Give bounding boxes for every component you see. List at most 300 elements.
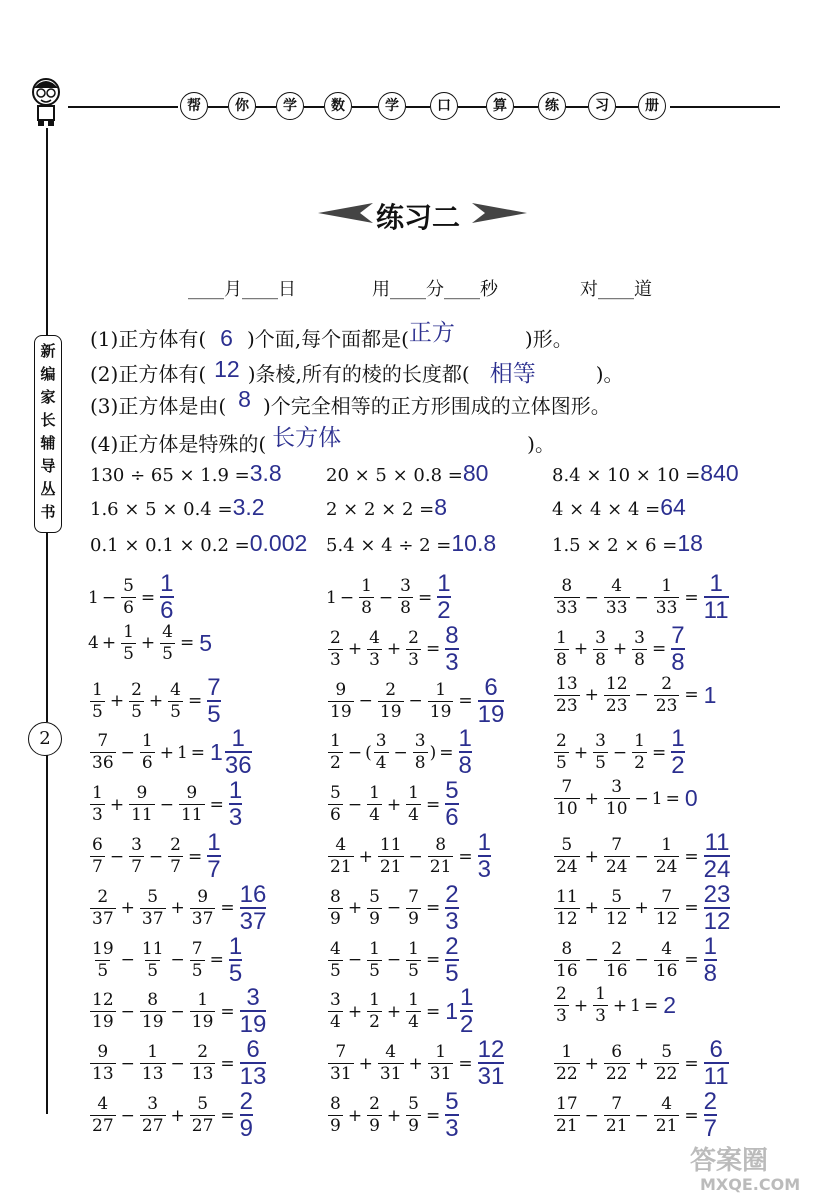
fraction: $\frac{4}{5}$ <box>162 621 173 664</box>
fraction: $\frac{3}{19}$ <box>239 984 267 1039</box>
fraction: $\frac{2}{13}$ <box>191 1042 214 1085</box>
fraction: $\frac{1}{3}$ <box>477 829 492 883</box>
fraction: $\frac{1}{19}$ <box>191 990 214 1033</box>
math-symbol: − <box>347 950 363 971</box>
math-symbol: = <box>651 742 667 763</box>
fraction-problem <box>88 880 267 935</box>
left-arrow-ornament <box>318 200 373 226</box>
header-char: 你 <box>228 92 256 120</box>
fraction: $\frac{6}{22}$ <box>605 1042 628 1085</box>
math-symbol: = <box>684 898 699 919</box>
fraction: $\frac{1}{2}$ <box>671 725 685 780</box>
fraction: $\frac{5}{24}$ <box>556 835 578 877</box>
math-symbol: = <box>684 1105 699 1126</box>
fraction: $\frac{4}{21}$ <box>330 835 352 877</box>
math-symbol: = <box>684 846 699 867</box>
fraction-problem <box>326 621 459 676</box>
fraction: $\frac{8}{3}$ <box>445 621 459 676</box>
fraction: $\frac{8}{33}$ <box>556 576 578 618</box>
fraction: $\frac{1}{4}$ <box>369 783 380 826</box>
header-rule-right <box>670 106 780 108</box>
fraction: $\frac{9}{11}$ <box>131 783 153 826</box>
math-symbol: = <box>187 846 203 867</box>
math-symbol: + <box>347 1105 363 1126</box>
fraction-problem <box>326 1038 504 1089</box>
time-line: 用____分____秒 <box>372 279 498 300</box>
fraction-problem <box>88 572 174 623</box>
fraction: $\frac{6}{11}$ <box>703 1036 729 1091</box>
problem-text: 130 ÷ 65 × 1.9 = <box>90 465 250 486</box>
fraction-problem <box>552 779 698 818</box>
math-symbol: = <box>684 950 699 971</box>
problem-text: 20 × 5 × 0.8 = <box>326 465 463 486</box>
math-symbol: − <box>101 587 117 608</box>
math-symbol: = <box>458 846 473 867</box>
use-label: 用 <box>372 279 390 300</box>
fraction: $\frac{3}{4}$ <box>330 990 341 1033</box>
math-symbol: − <box>634 1105 649 1126</box>
decimal-problem <box>326 494 447 521</box>
month-label: 月 <box>224 279 242 300</box>
score-line: 对____道 <box>580 279 652 300</box>
fraction: $\frac{8}{19}$ <box>141 990 164 1033</box>
side-rule-top <box>46 128 48 335</box>
math-symbol: = <box>187 691 203 712</box>
fraction: $\frac{2}{7}$ <box>703 1088 718 1142</box>
math-symbol: = <box>425 1001 441 1022</box>
decimal-problem <box>90 460 282 487</box>
fraction: $\frac{19}{5}$ <box>92 938 114 981</box>
math-symbol: + <box>612 639 628 660</box>
math-symbol: = <box>458 691 473 712</box>
math-symbol: − <box>159 794 174 815</box>
fraction-problem <box>552 572 729 623</box>
math-symbol: + <box>386 639 402 660</box>
fraction: $\frac{3}{10}$ <box>605 777 628 820</box>
fraction: $\frac{5}{3}$ <box>445 1088 459 1142</box>
fraction: $\frac{5}{6}$ <box>445 777 459 832</box>
math-symbol: = <box>651 639 667 660</box>
fraction: $\frac{1}{5}$ <box>123 621 134 664</box>
fraction: $\frac{5}{6}$ <box>123 576 134 618</box>
math-symbol: − <box>170 1053 185 1074</box>
fraction-problem <box>552 621 685 676</box>
fraction-problem <box>326 1090 459 1141</box>
math-symbol: = <box>458 1053 473 1074</box>
date-line: ____月____日 <box>188 279 296 300</box>
fraction: $\frac{1}{6}$ <box>141 731 153 774</box>
math-symbol: − <box>386 898 402 919</box>
fraction: $\frac{16}{37}$ <box>239 880 267 935</box>
fraction: $\frac{4}{27}$ <box>92 1094 114 1136</box>
header-connector <box>256 106 276 108</box>
math-symbol: + <box>584 1053 599 1074</box>
fraction: $\frac{1}{4}$ <box>408 783 419 826</box>
fraction: $\frac{1}{5}$ <box>228 932 243 987</box>
fraction-problem <box>326 673 505 728</box>
math-symbol: + <box>109 691 125 712</box>
fraction: $\frac{7}{31}$ <box>330 1042 352 1085</box>
problem-text: 1.6 × 5 × 0.4 = <box>90 499 233 520</box>
fraction: $\frac{1}{3}$ <box>595 984 606 1027</box>
math-symbol: = <box>190 742 206 763</box>
problem-text: 5.4 × 4 ÷ 2 = <box>326 535 452 556</box>
fraction: $\frac{2}{23}$ <box>655 673 678 716</box>
math-symbol: + <box>358 846 373 867</box>
answer-3a: 8 <box>238 386 251 412</box>
fraction: $\frac{3}{8}$ <box>414 731 426 774</box>
math-symbol: − <box>378 587 394 608</box>
header-connector <box>352 106 378 108</box>
fraction: $\frac{5}{27}$ <box>191 1094 214 1136</box>
fraction: $\frac{8}{9}$ <box>330 886 341 929</box>
problem-answer: 80 <box>462 460 489 486</box>
math-symbol: 1 <box>651 788 663 809</box>
decimal-problem <box>326 460 488 487</box>
fraction: $\frac{9}{13}$ <box>92 1042 114 1085</box>
math-symbol: + <box>347 639 363 660</box>
fraction-problem <box>88 727 252 778</box>
fraction: $\frac{5}{37}$ <box>141 886 164 929</box>
answer-2a: 12 <box>214 356 240 382</box>
fraction: $\frac{1}{19}$ <box>429 679 452 722</box>
fraction: $\frac{1}{2}$ <box>634 731 645 774</box>
math-symbol: ) <box>429 742 437 763</box>
fraction: $\frac{7}{12}$ <box>655 886 678 929</box>
math-symbol: + <box>120 898 135 919</box>
problem-answer: 0.002 <box>249 530 308 556</box>
math-symbol: = <box>684 1053 699 1074</box>
math-symbol: − <box>170 950 185 971</box>
problem-text: 4 × 4 × 4 = <box>552 499 661 520</box>
fraction: $\frac{7}{5}$ <box>191 938 203 981</box>
fraction: $\frac{1}{2}$ <box>437 570 451 624</box>
math-symbol: + <box>408 1053 423 1074</box>
fraction: $\frac{4}{16}$ <box>655 938 678 981</box>
math-symbol: = <box>684 587 699 608</box>
header-char: 练 <box>538 92 566 120</box>
fraction: $\frac{7}{10}$ <box>556 777 578 820</box>
header-char: 口 <box>430 92 458 120</box>
fraction-problem <box>88 779 242 830</box>
fraction: $\frac{3}{8}$ <box>400 576 411 618</box>
math-symbol: − <box>393 742 408 763</box>
fraction: $\frac{2}{16}$ <box>605 938 628 981</box>
fraction-problem <box>552 932 718 987</box>
math-symbol: + <box>101 633 117 654</box>
header-char: 数 <box>324 92 352 120</box>
fraction: $\frac{1}{8}$ <box>556 627 567 670</box>
math-symbol: 1 <box>630 995 641 1016</box>
math-symbol: = <box>665 788 680 809</box>
math-symbol: − <box>148 846 164 867</box>
fraction: $\frac{12}{31}$ <box>477 1036 505 1091</box>
math-symbol: − <box>634 846 649 867</box>
math-symbol: + <box>573 639 589 660</box>
fraction-problem <box>552 831 730 882</box>
math-symbol: 4 <box>88 633 99 654</box>
fraction: $\frac{4}{21}$ <box>655 1094 678 1136</box>
header-connector <box>208 106 228 108</box>
fraction: $\frac{1}{8}$ <box>703 932 718 987</box>
fraction: $\frac{6}{13}$ <box>239 1036 267 1091</box>
fraction: $\frac{6}{7}$ <box>92 835 103 877</box>
answer-whole: 5 <box>199 629 213 656</box>
series-char: 辅 <box>40 434 56 452</box>
fraction-problem <box>326 779 459 830</box>
answer-whole: 2 <box>663 992 677 1019</box>
math-symbol: = <box>425 1105 441 1126</box>
math-symbol: − <box>634 685 649 706</box>
fraction: $\frac{17}{21}$ <box>556 1094 578 1136</box>
fraction: $\frac{4}{33}$ <box>605 576 628 618</box>
math-symbol: = <box>684 685 699 706</box>
header-char: 学 <box>276 92 304 120</box>
fraction-problem <box>326 727 472 778</box>
fraction: $\frac{2}{3}$ <box>330 627 341 670</box>
fraction-problem <box>552 1038 729 1089</box>
fraction: $\frac{1}{31}$ <box>429 1042 452 1085</box>
page-number: 2 <box>28 722 62 756</box>
math-symbol: + <box>170 898 185 919</box>
header-connector <box>566 106 588 108</box>
fraction: $\frac{2}{3}$ <box>408 627 419 670</box>
minute-label: 分 <box>426 279 444 300</box>
math-symbol: = <box>140 587 156 608</box>
fraction: $\frac{8}{21}$ <box>429 835 452 877</box>
fraction: $\frac{2}{9}$ <box>239 1088 254 1142</box>
header-char: 算 <box>486 92 514 120</box>
fraction: $\frac{4}{5}$ <box>170 679 181 722</box>
math-symbol: − <box>347 742 363 763</box>
header-connector <box>458 106 486 108</box>
fraction: 1 2 <box>460 984 474 1039</box>
fraction: $\frac{1}{2}$ <box>369 990 380 1033</box>
math-symbol: − <box>386 950 402 971</box>
fraction: $\frac{5}{12}$ <box>605 886 628 929</box>
fraction: $\frac{1}{7}$ <box>207 829 221 883</box>
series-char: 丛 <box>40 480 56 498</box>
fraction-problem <box>552 673 717 716</box>
fraction: $\frac{2}{19}$ <box>379 679 402 722</box>
series-label <box>34 335 62 533</box>
fraction: $\frac{2}{5}$ <box>131 679 142 722</box>
fraction: $\frac{1}{6}$ <box>160 570 174 624</box>
fraction-problem <box>326 880 459 935</box>
header-char: 学 <box>378 92 406 120</box>
answer-whole: 1 <box>445 998 459 1025</box>
problem-answer: 840 <box>700 460 739 486</box>
math-symbol: = <box>220 1105 235 1126</box>
answer-4a: 长方体 <box>272 424 342 450</box>
series-char: 新 <box>40 342 56 360</box>
fraction-problem <box>552 880 731 935</box>
fraction: $\frac{6}{19}$ <box>477 673 505 728</box>
math-symbol: + <box>347 1001 363 1022</box>
header-connector <box>304 106 324 108</box>
math-symbol: 1 <box>176 742 188 763</box>
math-symbol: − <box>408 691 423 712</box>
fraction: $\frac{3}{8}$ <box>595 627 606 670</box>
answer-1a: 6 <box>220 325 233 351</box>
answer-whole: 1 <box>210 739 223 766</box>
fraction: $\frac{7}{36}$ <box>92 731 114 774</box>
header-char: 册 <box>638 92 666 120</box>
fraction-problem <box>326 932 459 987</box>
side-rule-mid <box>46 527 48 722</box>
math-symbol: + <box>573 742 589 763</box>
math-symbol: − <box>120 742 135 763</box>
fraction-problem <box>552 727 685 778</box>
fraction-problem <box>88 932 243 987</box>
problem-answer: 64 <box>660 494 686 520</box>
math-symbol: + <box>140 633 156 654</box>
problem-answer: 18 <box>677 530 703 556</box>
header-connector <box>514 106 538 108</box>
math-symbol: − <box>109 846 125 867</box>
math-symbol: = <box>643 995 659 1016</box>
fraction: $\frac{11}{21}$ <box>379 835 402 877</box>
fraction: $\frac{9}{11}$ <box>180 783 203 826</box>
fraction-problem <box>88 621 213 664</box>
math-symbol: + <box>358 1053 373 1074</box>
fraction: $\frac{3}{4}$ <box>375 731 387 774</box>
fraction: $\frac{5}{22}$ <box>655 1042 678 1085</box>
fraction: $\frac{1}{5}$ <box>92 679 103 722</box>
fraction: $\frac{23}{12}$ <box>703 880 731 935</box>
math-symbol: + <box>612 995 628 1016</box>
fraction: $\frac{4}{5}$ <box>330 938 341 981</box>
problem-answer: 10.8 <box>451 530 497 556</box>
math-symbol: − <box>584 587 599 608</box>
fraction: $\frac{13}{23}$ <box>556 673 578 716</box>
question-1: (1)正方体有( 6 )个面,每个面都是(正方 )形。 <box>90 319 573 351</box>
math-symbol: + <box>148 691 164 712</box>
fraction: $\frac{5}{9}$ <box>408 1094 419 1136</box>
decimal-problem <box>552 460 739 487</box>
math-symbol: − <box>120 950 135 971</box>
math-symbol: − <box>612 742 628 763</box>
math-symbol: − <box>584 1105 599 1126</box>
math-symbol: = <box>209 794 224 815</box>
header-char: 习 <box>588 92 616 120</box>
question-4: (4)正方体是特殊的( 长方体 )。 <box>90 424 555 456</box>
math-symbol: − <box>120 1001 135 1022</box>
math-symbol: + <box>347 898 363 919</box>
problem-answer: 3.8 <box>249 460 282 486</box>
series-char: 导 <box>40 457 56 475</box>
fraction: $\frac{1}{2}$ <box>330 731 341 774</box>
fraction: $\frac{1}{5}$ <box>369 938 380 981</box>
fraction: $\frac{1}{4}$ <box>408 990 419 1033</box>
math-symbol: + <box>584 685 599 706</box>
decimal-problem <box>90 494 265 521</box>
fraction: $\frac{1}{3}$ <box>228 777 243 832</box>
fraction: $\frac{8}{9}$ <box>330 1094 341 1136</box>
math-symbol: = <box>425 950 441 971</box>
math-symbol: − <box>347 794 363 815</box>
fraction: $\frac{5}{9}$ <box>369 886 380 929</box>
math-symbol: = <box>220 1001 235 1022</box>
right-arrow-ornament <box>472 200 527 226</box>
fraction: $\frac{1}{24}$ <box>655 835 678 877</box>
math-symbol: − <box>339 587 355 608</box>
math-symbol: − <box>408 846 423 867</box>
fraction-problem <box>88 1038 266 1089</box>
fraction-problem <box>88 673 221 728</box>
decimal-problem <box>552 530 703 557</box>
fraction-problem <box>326 831 491 882</box>
decimal-problem <box>552 494 686 521</box>
fraction: $\frac{2}{5}$ <box>556 731 567 774</box>
problem-text: 1.5 × 2 × 6 = <box>552 535 678 556</box>
math-symbol: = <box>439 742 454 763</box>
fraction: $\frac{1}{33}$ <box>655 576 678 618</box>
fraction: $\frac{9}{19}$ <box>330 679 352 722</box>
question-2: (2)正方体有( 12 )条棱,所有的棱的长度都( 相等 )。 <box>90 356 624 386</box>
math-symbol: − <box>358 691 373 712</box>
decimal-problem <box>90 530 307 557</box>
answer-1b: 正方 <box>408 319 455 345</box>
watermark-logo: 答案圈 <box>690 1146 769 1176</box>
header-char: 帮 <box>180 92 208 120</box>
fraction: $\frac{7}{5}$ <box>207 673 221 728</box>
math-symbol: − <box>584 950 599 971</box>
math-symbol: = <box>220 1053 235 1074</box>
math-symbol: − <box>634 788 649 809</box>
fraction: $\frac{11}{5}$ <box>141 938 164 981</box>
answer-whole: 1 <box>703 681 717 708</box>
fraction: $\frac{1}{3}$ <box>92 783 103 826</box>
fraction: $\frac{2}{3}$ <box>445 880 459 935</box>
fraction: $\frac{1}{11}$ <box>703 570 729 624</box>
problem-answer: 8 <box>434 494 448 520</box>
fraction-problem <box>552 986 676 1025</box>
fraction: $\frac{1}{8}$ <box>458 725 472 780</box>
fraction: $\frac{3}{7}$ <box>131 835 142 877</box>
answer-whole: 0 <box>684 785 698 812</box>
fraction: $\frac{11}{12}$ <box>556 886 578 929</box>
math-symbol: = <box>220 898 235 919</box>
fraction: $\frac{8}{16}$ <box>556 938 578 981</box>
fraction-problem <box>326 986 473 1037</box>
second-label: 秒 <box>480 279 498 300</box>
day-label: 日 <box>278 279 296 300</box>
problem-answer: 3.2 <box>232 494 265 520</box>
math-symbol: + <box>159 742 174 763</box>
fraction: $\frac{2}{37}$ <box>92 886 114 929</box>
fraction: $\frac{12}{19}$ <box>92 990 114 1033</box>
fraction: $\frac{5}{6}$ <box>330 783 341 826</box>
series-char: 书 <box>40 503 56 521</box>
math-symbol: − <box>120 1105 135 1126</box>
fraction: $\frac{7}{21}$ <box>605 1094 628 1136</box>
math-symbol: + <box>386 1105 402 1126</box>
math-symbol: + <box>573 995 589 1016</box>
math-symbol: + <box>170 1105 185 1126</box>
math-symbol: + <box>634 1053 649 1074</box>
math-symbol: = <box>425 794 441 815</box>
math-symbol: + <box>109 794 125 815</box>
math-symbol: = <box>179 633 195 654</box>
fraction: $\frac{12}{23}$ <box>605 673 628 716</box>
fraction: $\frac{1}{13}$ <box>141 1042 164 1085</box>
problem-text: 8.4 × 10 × 10 = <box>552 465 701 486</box>
side-rule-bottom <box>46 754 48 1114</box>
fraction: $\frac{2}{7}$ <box>170 835 181 877</box>
math-symbol: + <box>584 898 599 919</box>
fraction: $\frac{9}{37}$ <box>191 886 214 929</box>
